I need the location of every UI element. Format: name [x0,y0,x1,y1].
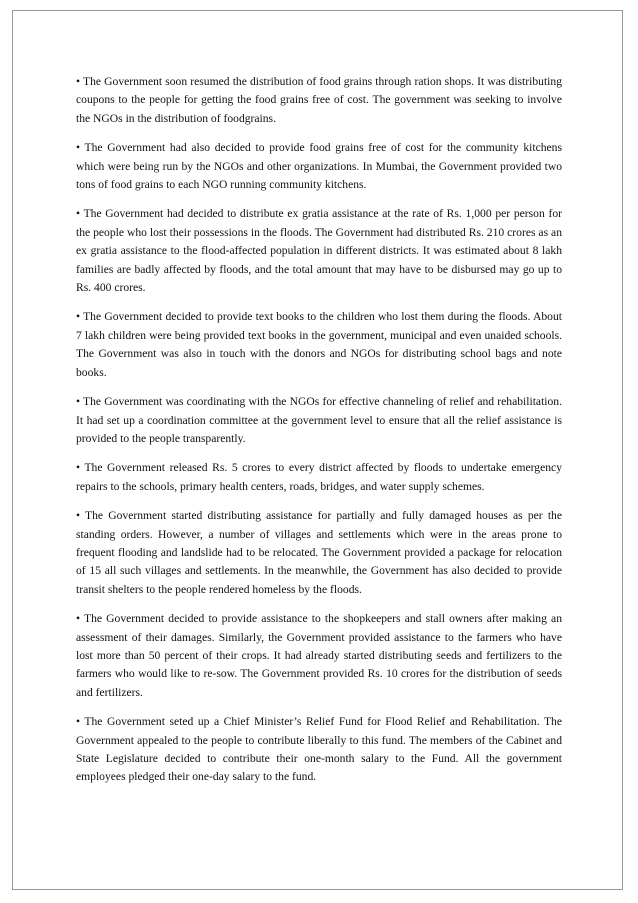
bullet-paragraph-food-grains-ration: • The Government soon resumed the distribution of food grains through ration shops. It was distributing coupons to the people for getting the food grains free of cost. The government was seeking to involve the NGOs in the distribution of foodgrains. [76,75,562,125]
bullet-paragraph-ex-gratia: • The Government had decided to distribute ex gratia assistance at the rate of Rs. 1,000 per person for the people who lost their possessions in the floods. The Government had distributed Rs. 210 crores as an ex gratia assistance to the flood-affected population in different districts. It was estimated about 8 lakh families are badly affected by floods, and the total amount that may have to be disbursed may go up to Rs. 400 crores. [76,207,562,295]
bullet-paragraph-shopkeepers-farmers: • The Government decided to provide assistance to the shopkeepers and stall owners after making an assessment of their damages. Similarly, the Government provided assistance to the farmers who have lost more than 50 percent of their crops. It had already started distributing seeds and fertilizers to the farmers who would like to re-sow. The Government provided Rs. 10 crores for the distribution of seeds and fertilizers. [76,612,562,699]
bullet-paragraph-text-books: • The Government decided to provide text books to the children who lost them during the floods. About 7 lakh children were being provided text books in the government, municipal and even unaided schools. The Government was also in touch with the donors and NGOs for distributing school bags and note books. [76,310,562,379]
bullet-paragraph-community-kitchens: • The Government had also decided to provide food grains free of cost for the community kitchens which were being run by the NGOs and other organizations. In Mumbai, the Government provided two tons of food grains to each NGO running community kitchens. [76,141,562,192]
document-body [76,73,562,798]
bullet-paragraph-relief-fund: • The Government seted up a Chief Minister’s Relief Fund for Flood Relief and Rehabilitation. The Government appealed to the people to contribute liberally to this fund. The members of the Cabinet and State Legislature decided to contribute their one-month salary to the Fund. All the government employees pledged their one-day salary to the fund. [76,715,562,784]
bullet-paragraph-housing-relocation: • The Government started distributing assistance for partially and fully damaged houses as per the standing orders. However, a number of villages and settlements which were in the areas prone to frequent flooding and landslide had to be relocated. The Government provided a package for relocation of 15 all such villages and settlements. In the meanwhile, the Government has also decided to provide transit shelters to the people rendered homeless by the floods. [76,509,562,596]
bullet-paragraph-ngo-coordination: • The Government was coordinating with the NGOs for effective channeling of relief and rehabilitation. It had set up a coordination committee at the government level to ensure that all the relief assistance is provided to the people transparently. [76,395,562,445]
bullet-paragraph-emergency-repairs: • The Government released Rs. 5 crores to every district affected by floods to undertake emergency repairs to the schools, primary health centers, roads, bridges, and water supply schemes. [76,461,562,493]
